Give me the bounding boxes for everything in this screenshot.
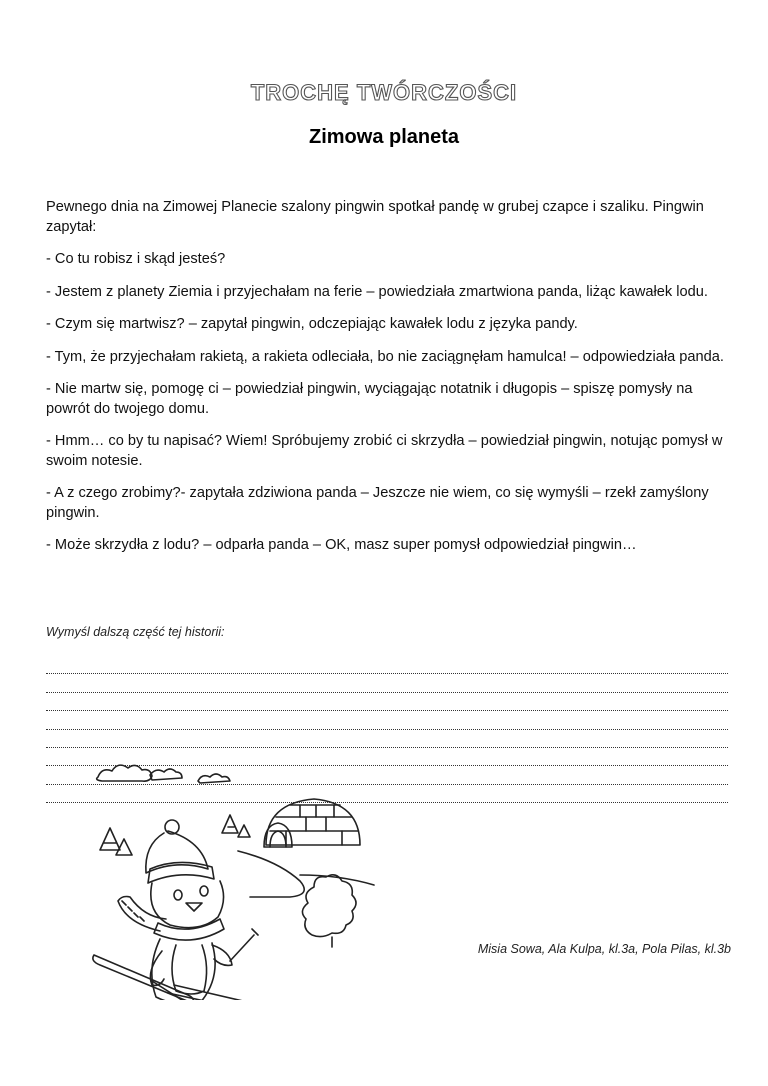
story-paragraph: - Co tu robisz i skąd jesteś? — [46, 251, 226, 267]
story-paragraph: Pewnego dnia na Zimowej Planecie szalony pingwin spotkał pandę w grubej czapce i szaliku. Pingwin zapytał: — [46, 199, 704, 235]
writing-line — [46, 730, 728, 748]
story-paragraph: - Jestem z planety Ziemia i przyjechałam na ferie – powiedziała zmartwiona panda, liżąc kawałek lodu. — [46, 283, 708, 300]
writing-line — [46, 656, 728, 674]
writing-line — [46, 674, 728, 692]
story-paragraph: - Może skrzydła z lodu? – odparła panda – OK, masz super pomysł odpowiedział pingwin… — [46, 537, 637, 553]
story-paragraph: - Nie martw się, pomogę ci – powiedział pingwin, wyciągając notatnik i długopis – spiszę pomysły na powrót do twojego domu. — [46, 381, 693, 417]
story-paragraph: - A z czego zrobimy?- zapytała zdziwiona panda – Jeszcze nie wiem, co się wymyśli – rzekł zamyślony pingwin. — [46, 485, 709, 521]
writing-line — [46, 711, 728, 729]
authors-credit: Misia Sowa, Ala Kulpa, kl.3a, Pola Pilas, kl.3b — [477, 942, 731, 956]
writing-line — [46, 693, 728, 711]
section-header: TROCHĘ TWÓRCZOŚCI — [250, 80, 518, 105]
writing-prompt: Wymyśl dalszą część tej historii: — [46, 625, 225, 639]
story-paragraph: - Hmm… co by tu napisać? Wiem! Spróbujemy zrobić ci skrzydła – powiedział pingwin, notując pomysł w swoim notesie. — [46, 433, 723, 469]
story-paragraph: - Czym się martwisz? – zapytał pingwin, odczepiając kawałek lodu z języka pandy. — [46, 316, 578, 332]
penguin-skiing-icon — [80, 755, 410, 1000]
story-text — [46, 198, 726, 569]
story-paragraph: - Tym, że przyjechałam rakietą, a rakieta odleciała, bo nie zaciągnęłam hamulca! – odpowiedziała panda. — [46, 348, 724, 365]
story-title: Zimowa planeta — [308, 126, 460, 148]
